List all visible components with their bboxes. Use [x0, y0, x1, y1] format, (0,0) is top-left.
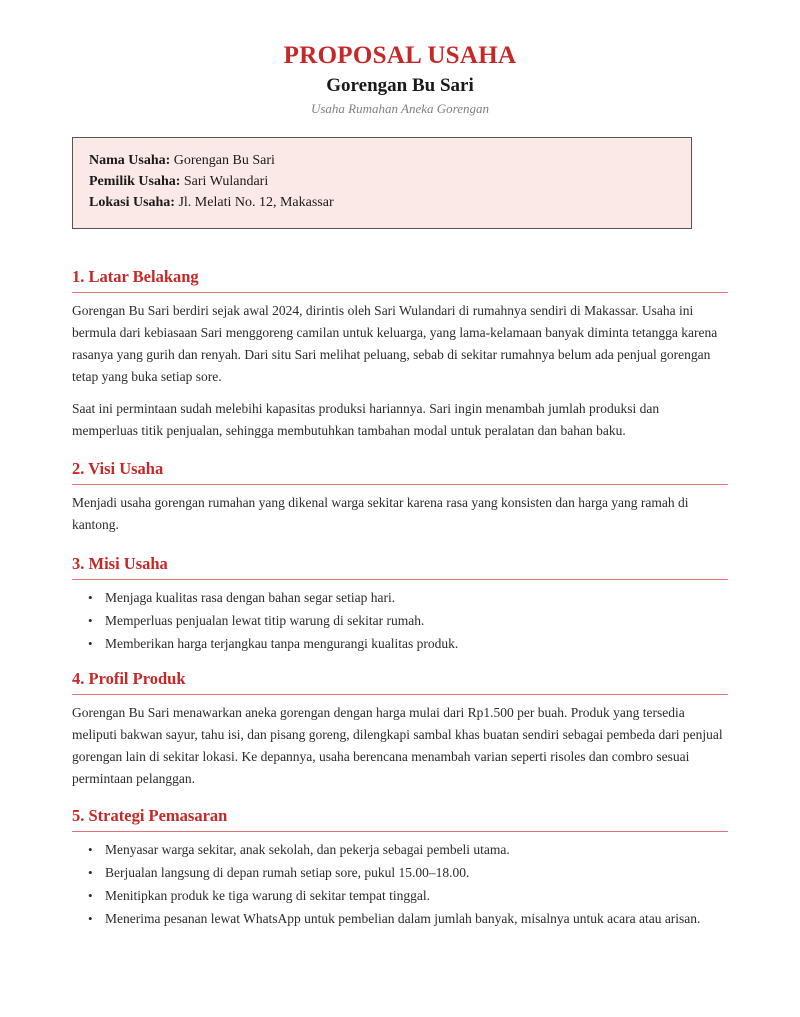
- bullet-icon: •: [88, 590, 93, 605]
- marketing-item-text: Menyasar warga sekitar, anak sekolah, dan pekerja sebagai pembeli utama.: [105, 842, 510, 857]
- marketing-list-item: [88, 840, 728, 859]
- section-heading-mission: 3. Misi Usaha: [72, 553, 728, 580]
- background-paragraph: Gorengan Bu Sari berdiri sejak awal 2024, dirintis oleh Sari Wulandari di rumahnya sendiri di Makassar. Usaha ini bermula dari kebiasaan Sari menggoreng camilan untuk keluarga, yang lama-kelamaan banyak diminta tetangga karena rasanya yang gurih dan renyah. Dari situ Sari melihat peluang, sebab di sekitar rumahnya belum ada penjual gorengan tetap yang buka setiap sore.: [72, 303, 718, 384]
- marketing-item-text: Menerima pesanan lewat WhatsApp untuk pembelian dalam jumlah banyak, misalnya untuk acara atau arisan.: [105, 911, 701, 926]
- marketing-item-text: Berjualan langsung di depan rumah setiap sore, pukul 15.00–18.00.: [105, 865, 470, 880]
- section-heading-product: 4. Profil Produk: [72, 668, 728, 695]
- bullet-icon: •: [88, 865, 93, 880]
- business-tagline: Usaha Rumahan Aneka Gorengan: [310, 101, 489, 116]
- info-row-name: [89, 150, 675, 171]
- section-vision: [72, 458, 728, 536]
- mission-item-text: Memberikan harga terjangkau tanpa mengurangi kualitas produk.: [105, 636, 459, 651]
- info-label-owner: Pemilik Usaha:: [89, 174, 181, 189]
- mission-item-text: Memperluas penjualan lewat titip warung di sekitar rumah.: [105, 613, 425, 628]
- bullet-icon: •: [88, 613, 93, 628]
- section-background: [72, 266, 728, 442]
- vision-paragraph: Menjadi usaha gorengan rumahan yang dikenal warga sekitar karena rasa yang konsisten dan harga yang ramah di kantong.: [72, 495, 689, 532]
- marketing-list-item: [88, 909, 728, 928]
- section-heading-vision: 2. Visi Usaha: [72, 458, 728, 485]
- info-row-owner: [89, 171, 675, 192]
- info-value-name: Gorengan Bu Sari: [173, 153, 275, 168]
- section-product: [72, 668, 728, 790]
- mission-list: [72, 588, 728, 653]
- info-label-name: Nama Usaha:: [89, 153, 171, 168]
- marketing-list: [72, 840, 728, 928]
- document-title: PROPOSAL USAHA: [283, 42, 517, 69]
- marketing-list-item: [88, 886, 728, 905]
- section-heading-marketing: 5. Strategi Pemasaran: [72, 805, 728, 832]
- mission-list-item: [88, 588, 728, 607]
- info-value-location: Jl. Melati No. 12, Makassar: [178, 195, 334, 210]
- business-info-box: [72, 137, 692, 229]
- info-label-location: Lokasi Usaha:: [89, 195, 175, 210]
- bullet-icon: •: [88, 842, 93, 857]
- bullet-icon: •: [88, 888, 93, 903]
- marketing-item-text: Menitipkan produk ke tiga warung di sekitar tempat tinggal.: [105, 888, 431, 903]
- business-name-subtitle: Gorengan Bu Sari: [326, 75, 474, 96]
- mission-list-item: [88, 611, 728, 630]
- bullet-icon: •: [88, 636, 93, 651]
- section-mission: [72, 553, 728, 653]
- section-heading-background: 1. Latar Belakang: [72, 266, 728, 293]
- info-value-owner: Sari Wulandari: [183, 174, 269, 189]
- bullet-icon: •: [88, 911, 93, 926]
- marketing-list-item: [88, 863, 728, 882]
- background-paragraph: Saat ini permintaan sudah melebihi kapasitas produksi hariannya. Sari ingin menambah jumlah produksi dan memperluas titik penjualan, sehingga membutuhkan tambahan modal untuk peralatan dan bahan baku.: [72, 401, 660, 438]
- section-marketing: [72, 805, 728, 928]
- mission-item-text: Menjaga kualitas rasa dengan bahan segar setiap hari.: [105, 590, 396, 605]
- product-paragraph: Gorengan Bu Sari menawarkan aneka gorengan dengan harga mulai dari Rp1.500 per buah. Produk yang tersedia meliputi bakwan sayur, tahu isi, dan pisang goreng, dilengkapi sambal khas buatan sendiri sebagai pembeda dari penjual gorengan lain di sekitar lokasi. Ke depannya, usaha berencana menambah varian seperti risoles dan combro sesuai permintaan pelanggan.: [72, 705, 723, 786]
- mission-list-item: [88, 634, 728, 653]
- info-row-location: [89, 192, 675, 213]
